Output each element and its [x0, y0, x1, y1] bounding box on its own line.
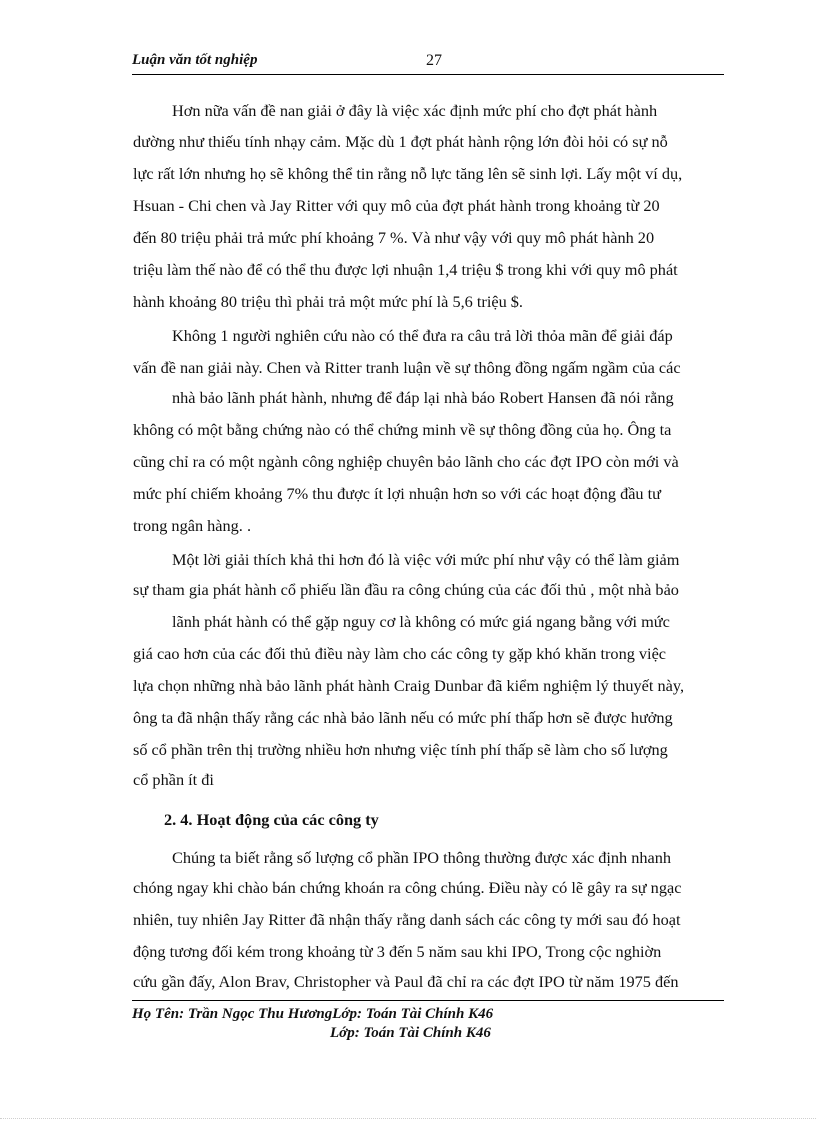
paragraph-line: Hơn nữa vấn đề nan giải ở đây là việc xác định mức phí cho đợt phát hành	[172, 101, 658, 120]
paragraph-line: triệu làm thế nào để có thể thu được lợi nhuận 1,4 triệu $ trong khi với quy mô phát	[133, 260, 678, 279]
paragraph-line: số cổ phần trên thị trường nhiều hơn nhưng việc tính phí thấp sẽ làm cho số lượng	[133, 740, 668, 759]
paragraph-line: nhà bảo lãnh phát hành, nhưng để đáp lại nhà báo Robert Hansen đã nói rằng	[172, 388, 674, 407]
paragraph-line: lực rất lớn nhưng họ sẽ không thể tin rằng nỗ lực tăng lên sẽ sinh lợi. Lấy một ví dụ,	[133, 164, 683, 183]
paragraph-line: lựa chọn những nhà bảo lãnh phát hành Craig Dunbar đã kiểm nghiệm lý thuyết này,	[133, 676, 685, 695]
paragraph-line: chóng ngay khi chào bán chứng khoán ra công chúng. Điều này có lẽ gây ra sự ngạc	[133, 878, 682, 897]
paragraph-line: Không 1 người nghiên cứu nào có thể đưa ra câu trả lời thỏa mãn để giải đáp	[172, 326, 673, 345]
paragraph-line: nhiên, tuy nhiên Jay Ritter đã nhận thấy rằng danh sách các công ty mới sau đó hoạt	[133, 910, 681, 929]
paragraph-line: cũng chỉ ra có một ngành công nghiệp chuyên bảo lãnh cho các đợt IPO còn mới và	[133, 452, 679, 471]
page-header	[132, 52, 724, 75]
paragraph-line: mức phí chiếm khoảng 7% thu được ít lợi nhuận hơn so với các hoạt động đầu tư	[133, 484, 661, 503]
paragraph-line: Một lời giải thích khả thi hơn đó là việc với mức phí như vậy có thể làm giảm	[172, 550, 680, 569]
page-edge	[0, 1118, 816, 1119]
paragraph-line: không có một bằng chứng nào có thể chứng minh về sự thông đồng của họ. Ông ta	[133, 420, 672, 439]
paragraph-line: cứu gần đấy, Alon Brav, Christopher và Paul đã chỉ ra các đợt IPO từ năm 1975 đến	[133, 972, 679, 991]
paragraph-line: đến 80 triệu phải trả mức phí khoảng 7 %. Và như vậy với quy mô phát hành 20	[133, 228, 655, 247]
page-number: 27	[426, 52, 442, 69]
paragraph-line: sự tham gia phát hành cổ phiếu lần đầu ra công chúng của các đối thủ , một nhà bảo	[133, 580, 679, 599]
header-title: Luận văn tốt nghiệp	[132, 52, 258, 68]
paragraph-line: lãnh phát hành có thể gặp nguy cơ là không có mức giá ngang bằng với mức	[172, 612, 670, 631]
paragraph-line: hành khoảng 80 triệu thì phải trả một mức phí là 5,6 triệu $.	[133, 292, 523, 311]
paragraph-line: dường như thiếu tính nhạy cảm. Mặc dù 1 đợt phát hành rộng lớn đòi hỏi có sự nỗ	[133, 132, 668, 151]
paragraph-line: ông ta đã nhận thấy rằng các nhà bảo lãnh nếu có mức phí thấp hơn sẽ được hưởng	[133, 708, 673, 727]
paragraph-line: vấn đề nan giải này. Chen và Ritter tranh luận về sự thông đồng ngấm ngầm của các	[133, 358, 681, 377]
footer-class-line: Lớp: Toán Tài Chính K46	[330, 1025, 491, 1041]
footer-author-line: Họ Tên: Trần Ngọc Thu HươngLớp: Toán Tài Chính K46	[132, 1006, 494, 1022]
footer-divider	[132, 1000, 724, 1001]
paragraph-line: cổ phần ít đi	[133, 770, 214, 789]
paragraph-line: trong ngân hàng. .	[133, 516, 252, 535]
paragraph-line: Chúng ta biết rằng số lượng cổ phần IPO thông thường được xác định nhanh	[172, 848, 672, 867]
paragraph-line: động tương đối kém trong khoảng từ 3 đến 5 năm sau khi IPO, Trong cộc nghiờn	[133, 942, 662, 961]
paragraph-line: Hsuan - Chi chen và Jay Ritter với quy mô của đợt phát hành trong khoảng từ 20	[133, 196, 660, 215]
paragraph-line: giá cao hơn của các đối thủ điều này làm cho các công ty gặp khó khăn trong việc	[133, 644, 667, 663]
section-heading: 2. 4. Hoạt động của các công ty	[164, 810, 379, 829]
